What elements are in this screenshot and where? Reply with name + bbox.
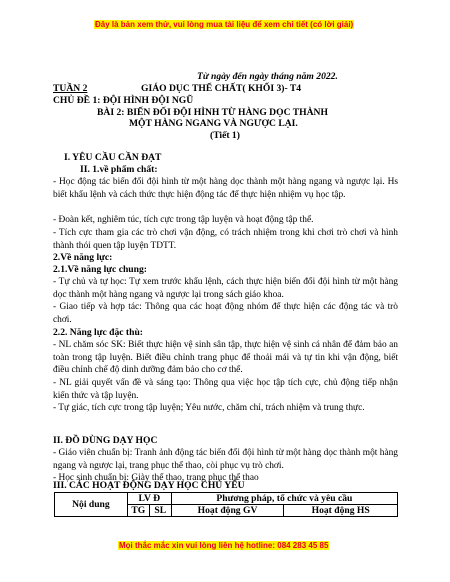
paragraph-2: - Đoàn kết, nghiêm túc, tích cực trong tập luyện và hoạt động tập thể. [53, 215, 314, 225]
preview-notice-banner: Đây là bản xem thử, vui lòng mua tài liệu để xem chi tiết (có lời giải) [95, 20, 354, 29]
header-content: Nội dung [55, 493, 128, 517]
heading-capability: 2.Về năng lực: [53, 252, 113, 263]
header-gv: Hoạt động GV [171, 505, 284, 517]
period-label: (Tiết 1) [210, 130, 240, 141]
date-line: Từ ngày đến ngày tháng năm 2022. [197, 71, 338, 82]
week-label: TUẦN 2 [53, 83, 88, 94]
header-sl: SL [149, 505, 171, 517]
header-tg: TG [127, 505, 149, 517]
section-1-subtitle: II. 1.về phẩm chất: [80, 164, 158, 175]
lesson-title-line2: MỘT HÀNG NGANG VÀ NGƯỢC LẠI. [129, 118, 298, 129]
paragraph-8: - Tự giác, tích cực trong tập luyện; Yêu nước, chăm chỉ, trách nhiệm và trung thực. [53, 403, 365, 413]
subject-title: GIÁO DỤC THỂ CHẤT( KHỐI 3)- T4 [141, 83, 302, 94]
header-lvd: LV Đ [127, 493, 171, 505]
paragraph-5: - Giao tiếp và hợp tác: Thông qua các hoạt động nhóm để thực hiện các động tác và trò chơi. [53, 302, 398, 325]
paragraph-9: - Giáo viên chuẩn bị: Tranh ảnh động tác biến đổi đội hình từ một hàng dọc thành một hàng ngang và ngược lại, trang phục thể thao, còi phục vụ trò chơi. [53, 448, 398, 471]
paragraph-6: - NL chăm sóc SK: Biết thực hiện vệ sinh sân tập, thực hiện vệ sinh cá nhân để đảm bảo an toàn trong tập luyện. Biết điều chỉnh trang phục để thoải mái và tự tin khi vận động, biết điều chỉnh chế độ dinh dưỡng đảm bảo cho cơ thể. [53, 340, 398, 376]
heading-specific-capability: 2.2. Năng lực đặc thù: [53, 327, 143, 338]
paragraph-7: - NL giải quyết vấn đề và sáng tạo: Thông qua việc học tập tích cực, chủ động tiếp nhận kiến thức và tập luyện. [53, 378, 398, 401]
activities-table [54, 492, 398, 517]
lesson-title-line1: BÀI 2: BIẾN ĐỔI ĐỘI HÌNH TỪ HÀNG DỌC THÀNH [97, 107, 328, 118]
topic-title: CHỦ ĐỀ 1: ĐỘI HÌNH ĐỘI NGŨ [53, 95, 194, 106]
header-method: Phương pháp, tổ chức và yêu cầu [171, 493, 397, 505]
paragraph-10: - Học sinh chuẩn bị: Giày thể thao, trang phục thể thao [53, 473, 259, 483]
hotline-banner: Mọi thắc mắc xin vui lòng liên hệ hotline: 084 283 45 85 [119, 541, 329, 550]
paragraph-1: - Học động tác biến đổi đội hình từ một hàng dọc thành một hàng ngang và ngược lại. Hs biết khẩu lệnh và cách thức thực hiện động tác để thực hiện nhiệm vụ học tập. [53, 177, 398, 200]
section-1-title: I. YÊU CẦU CẦN ĐẠT [64, 152, 162, 163]
paragraph-4: - Tự chủ và tự học: Tự xem trước khẩu lệnh, cách thực hiện biến đổi đội hình từ một hàng dọc thành một hàng ngang và ngược lại trong sách giáo khoa. [53, 277, 398, 300]
paragraph-3: - Tích cực tham gia các trò chơi vận động, có trách nhiệm trong khi chơi trò chơi và hình thành thói quen tập luyện TDTT. [53, 228, 398, 251]
section-2-title: II. ĐỒ DÙNG DẠY HỌC [53, 435, 158, 446]
section-3-title: III. CÁC HOẠT ĐỘNG DẠY HỌC CHỦ YẾU [53, 480, 245, 491]
header-hs: Hoạt động HS [284, 505, 398, 517]
heading-general-capability: 2.1.Về năng lực chung: [53, 264, 147, 275]
